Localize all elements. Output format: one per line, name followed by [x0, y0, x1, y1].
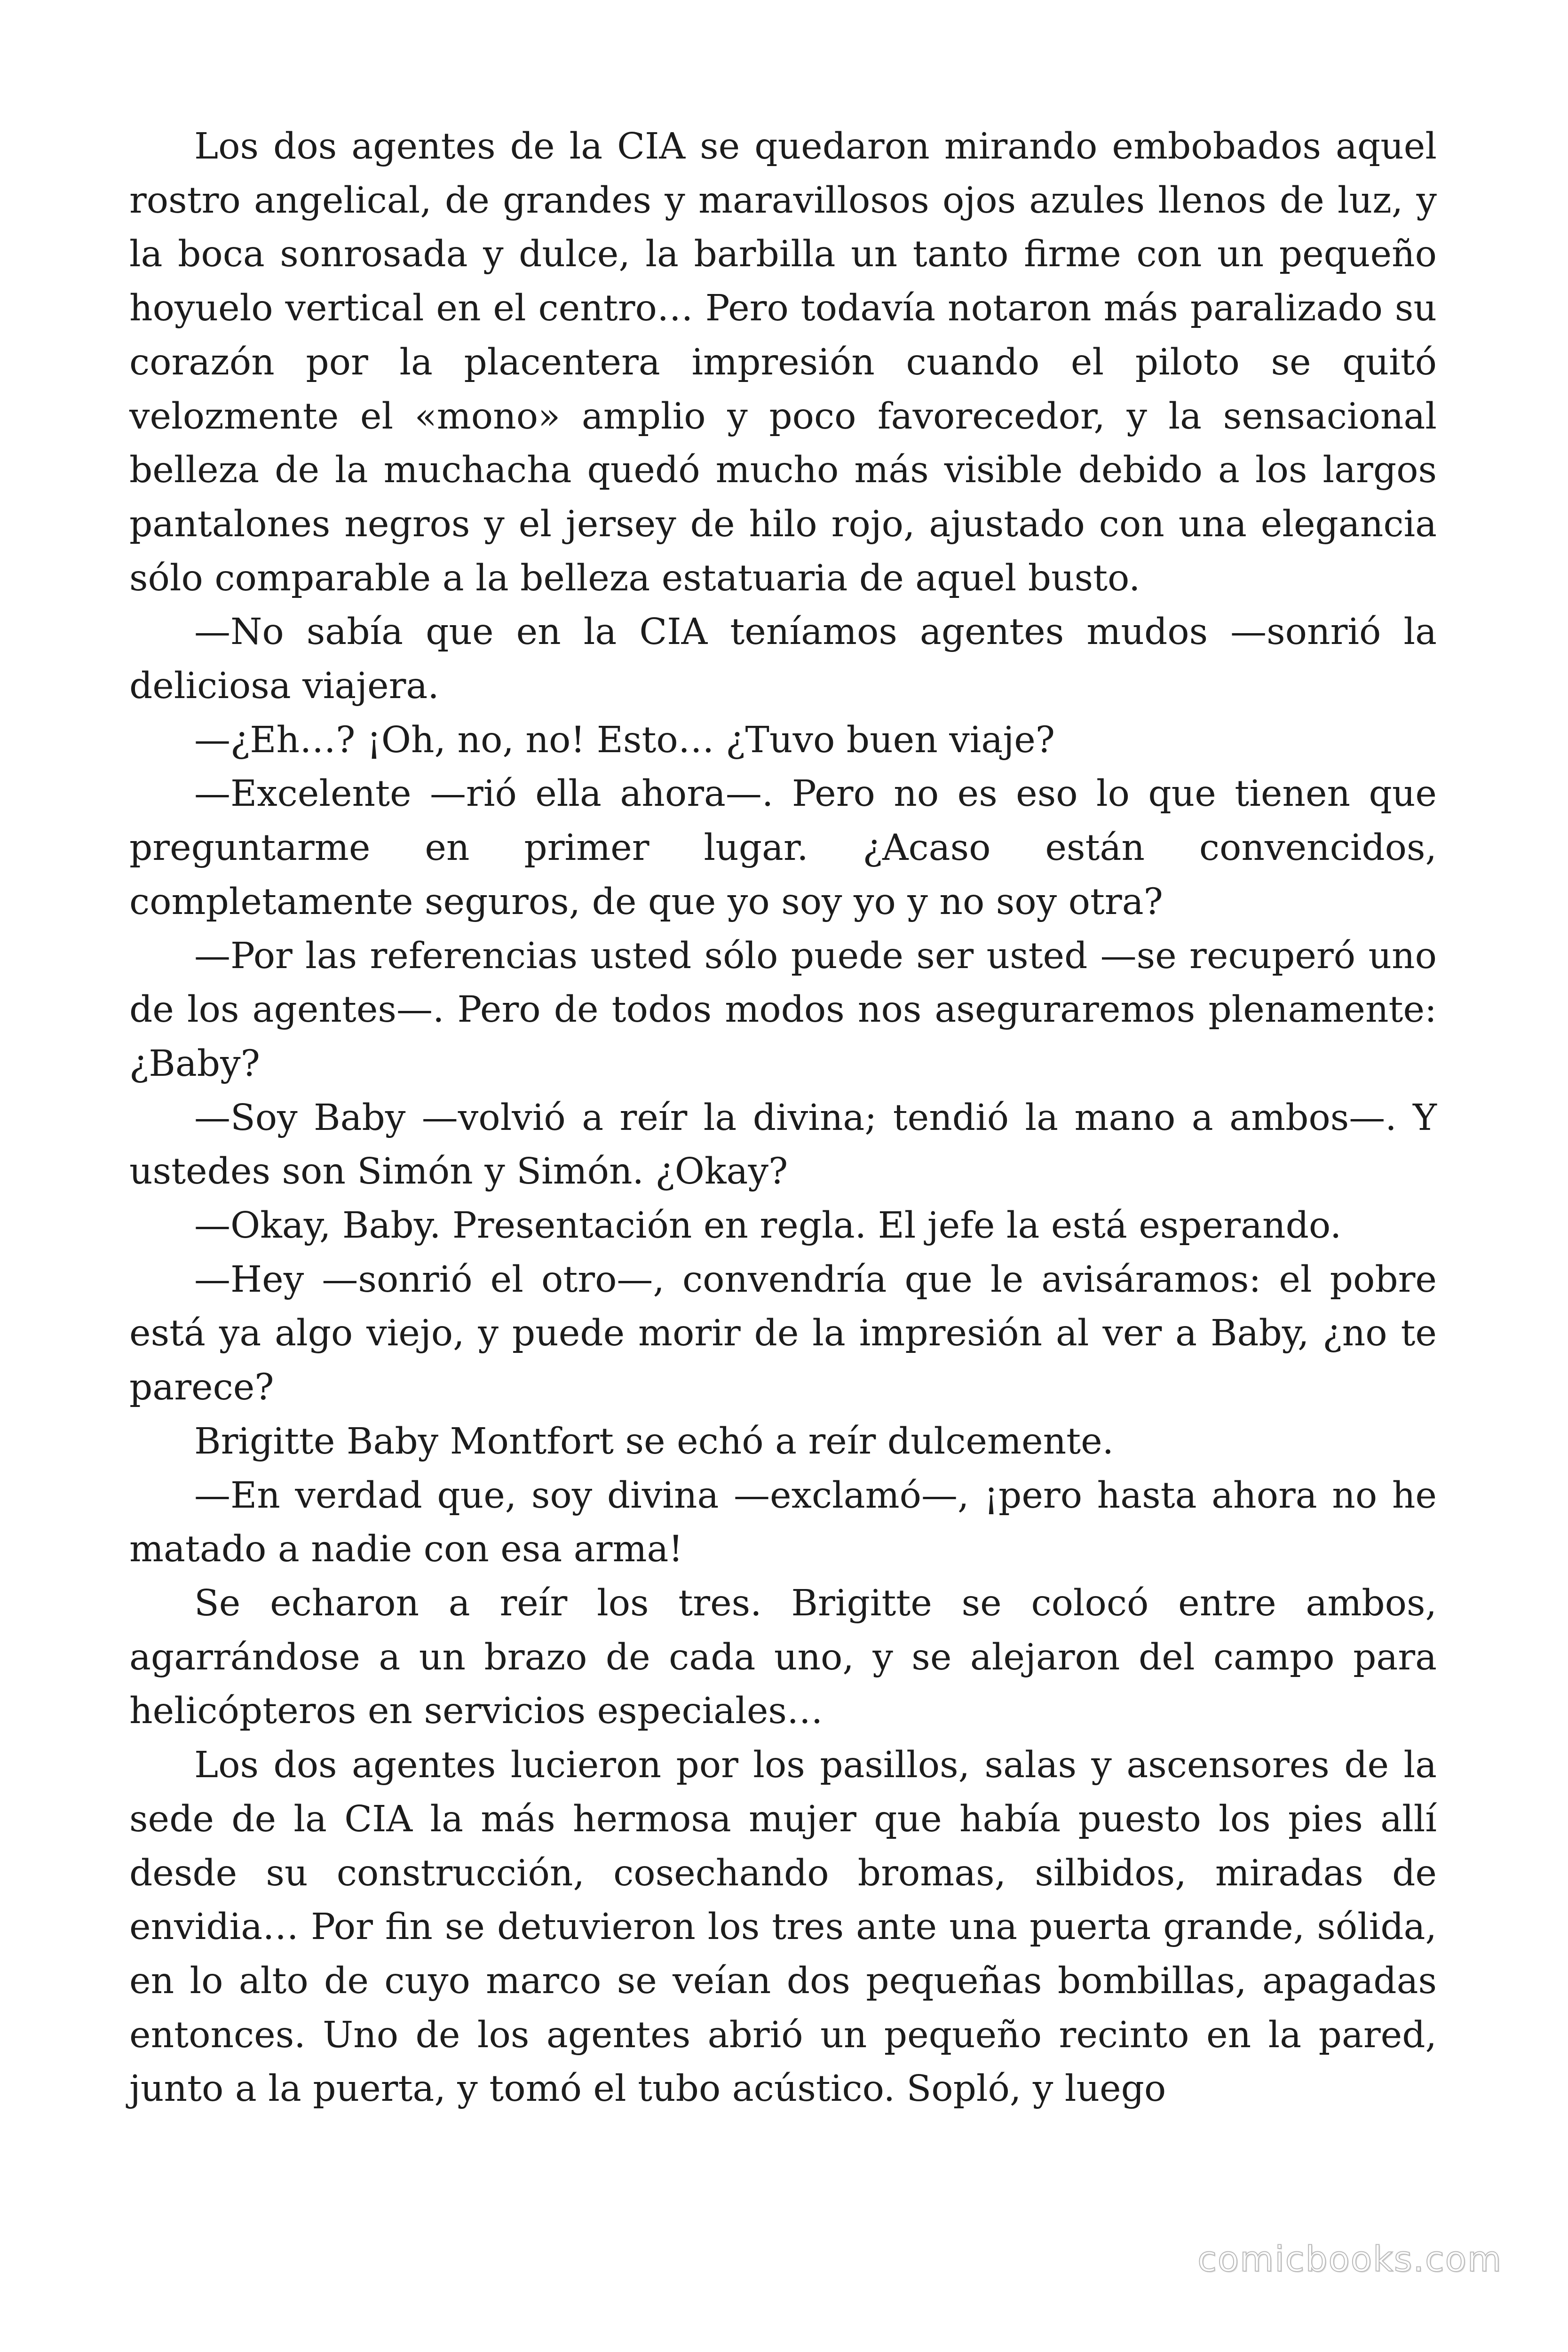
paragraph: —No sabía que en la CIA teníamos agentes mudos —sonrió la deliciosa viajera.: [129, 611, 1437, 707]
paragraph: —En verdad que, soy divina —exclamó—, ¡pero hasta ahora no he matado a nadie con esa arma!: [129, 1474, 1437, 1571]
paragraph: —Soy Baby —volvió a reír la divina; tendió la mano a ambos—. Y ustedes son Simón y Simón. ¿Okay?: [129, 1097, 1437, 1193]
paragraph: —¿Eh…? ¡Oh, no, no! Esto… ¿Tuvo buen viaje?: [194, 719, 1055, 761]
paragraph: —Okay, Baby. Presentación en regla. El jefe la está esperando.: [194, 1205, 1342, 1247]
paragraph: —Por las referencias usted sólo puede ser usted —se recuperó uno de los agentes—. Pero de todos modos nos aseguraremos plenamente: ¿Baby?: [129, 935, 1437, 1085]
paragraph: Brigitte Baby Montfort se echó a reír dulcemente.: [194, 1420, 1114, 1462]
body-text: [129, 120, 1437, 2116]
paragraph: Los dos agentes lucieron por los pasillos, salas y ascensores de la sede de la CIA la más hermosa mujer que había puesto los pies allí desde su construcción, cosechando bromas, silbidos, miradas de envidia… Por fin se detuvieron los tres ante una puerta grande, sólida, en lo alto de cuyo marco se veían dos pequeñas bombillas, apagadas entonces. Uno de los agentes abrió un pequeño recinto en la pared, junto a la puerta, y tomó el tubo acústico. Sopló, y luego: [129, 1744, 1437, 2110]
paragraph: Se echaron a reír los tres. Brigitte se colocó entre ambos, agarrándose a un brazo de cada uno, y se alejaron del campo para helicópteros en servicios especiales…: [129, 1582, 1437, 1732]
paragraph: Los dos agentes de la CIA se quedaron mirando embobados aquel rostro angelical, de grandes y maravillosos ojos azules llenos de luz, y la boca sonrosada y dulce, la barbilla un tanto firme con un pequeño hoyuelo vertical en el centro… Pero todavía notaron más paralizado su corazón por la placentera impresión cuando el piloto se quitó velozmente el «mono» amplio y poco favorecedor, y la sensacional belleza de la muchacha quedó mucho más visible debido a los largos pantalones negros y el jersey de hilo rojo, ajustado con una elegancia sólo comparable a la belleza estatuaria de aquel busto.: [129, 126, 1437, 599]
watermark: comicbooks.com: [1197, 2239, 1502, 2280]
paragraph: —Excelente —rió ella ahora—. Pero no es eso lo que tienen que preguntarme en primer lugar. ¿Acaso están convencidos, completamente seguros, de que yo soy yo y no soy otra?: [129, 773, 1437, 923]
paragraph: —Hey —sonrió el otro—, convendría que le avisáramos: el pobre está ya algo viejo, y puede morir de la impresión al ver a Baby, ¿no te parece?: [129, 1258, 1437, 1409]
